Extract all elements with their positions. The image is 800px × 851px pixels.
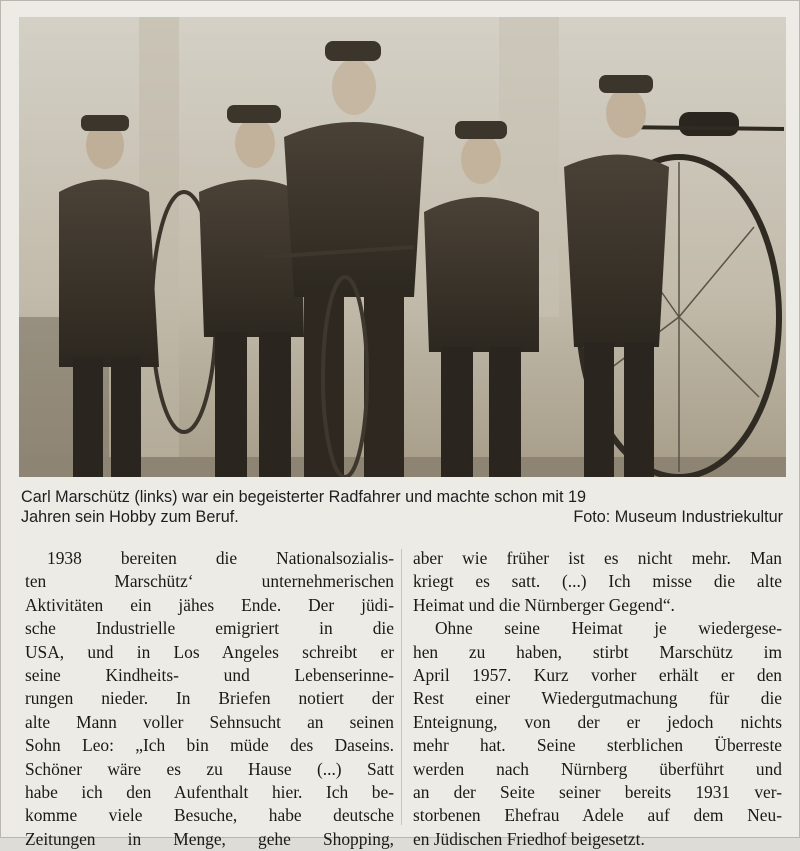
- text-line: aber wie früher ist es nicht mehr. Man: [413, 548, 782, 568]
- photo-credit: Foto: Museum Industriekultur: [573, 508, 783, 526]
- article-column-1: [25, 547, 394, 851]
- text-line: storbenen Ehefrau Adele auf dem Neu-: [413, 805, 782, 826]
- text-line: sche Industrielle emigriert in die: [25, 618, 394, 639]
- text-line: kriegt es satt. (...) Ich misse die alte: [413, 571, 782, 592]
- text-line: habe ich den Aufenthalt hier. Ich be-: [25, 781, 394, 802]
- text-line: mehr hat. Seine sterblichen Überreste: [413, 735, 782, 756]
- text-line: alte Mann voller Sehnsucht an seinen: [25, 711, 394, 732]
- text-line: seine Kindheits- und Lebenserinne-: [25, 664, 394, 685]
- text-line: Sohn Leo: „Ich bin müde des Daseins.: [25, 735, 394, 756]
- text-line: en Jüdischen Friedhof beigesetzt.: [413, 828, 645, 849]
- text-line: Schöner wäre es zu Hause (...) Satt: [25, 758, 394, 779]
- photo-caption: [21, 487, 783, 527]
- column-divider: [401, 549, 402, 825]
- text-line: USA, und in Los Angeles schreibt er: [25, 641, 394, 662]
- text-line: ten Marschütz‘ unternehmerischen: [25, 571, 394, 592]
- historic-cyclists-photo: [19, 17, 786, 477]
- text-line: werden nach Nürnberg überführt und: [413, 758, 782, 779]
- text-line: Zeitungen in Menge, gehe Shopping,: [25, 828, 394, 849]
- photo-illustration: [19, 17, 786, 477]
- text-line: an der Seite seiner bereits 1931 ver-: [413, 781, 782, 802]
- text-line: Ohne seine Heimat je wiedergese-: [435, 618, 782, 639]
- text-line: hen zu haben, stirbt Marschütz im: [413, 641, 782, 662]
- text-line: rungen nieder. In Briefen notiert der: [25, 688, 394, 709]
- caption-text: Jahren sein Hobby zum Beruf.: [21, 508, 239, 526]
- text-line: April 1957. Kurz vorher erhält er den: [413, 664, 782, 685]
- text-line: Aktivitäten ein jähes Ende. Der jüdi-: [25, 594, 394, 615]
- caption-line-1: Carl Marschütz (links) war ein begeisterter Radfahrer und machte schon mit 19: [21, 488, 586, 506]
- text-line: Rest einer Wiedergutmachung für die: [413, 688, 782, 709]
- text-line: Heimat und die Nürnberger Gegend“.: [413, 594, 675, 615]
- article-column-2: [413, 547, 782, 851]
- caption-line-2: [21, 507, 783, 527]
- text-line: 1938 bereiten die Nationalsozialis-: [47, 548, 394, 568]
- text-line: Enteignung, von der er jedoch nichts: [413, 711, 782, 732]
- text-line: komme viele Besuche, habe deutsche: [25, 805, 394, 826]
